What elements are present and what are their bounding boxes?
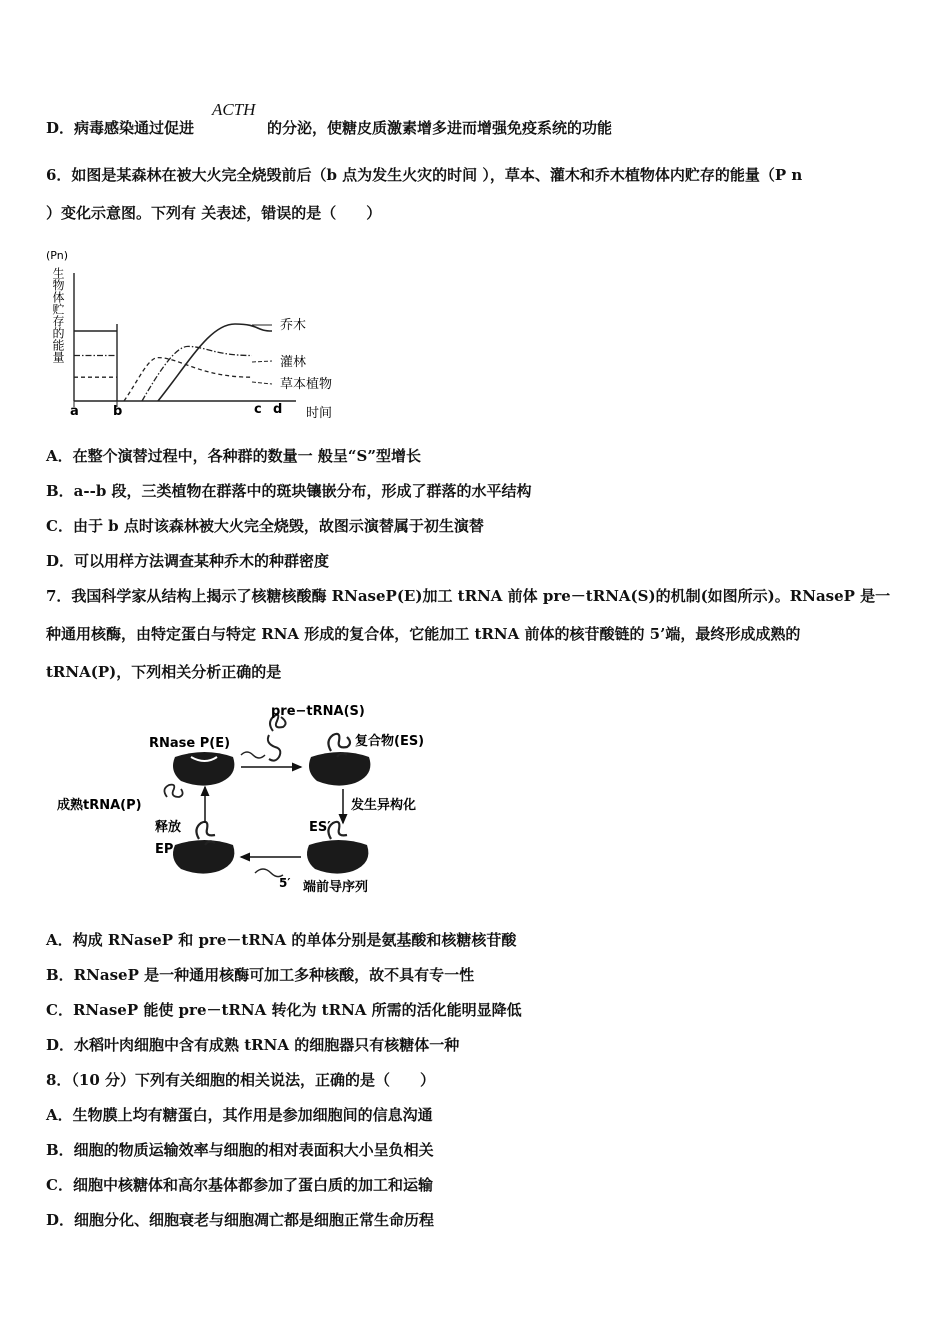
- legend-guanmu: 灌林: [280, 355, 307, 370]
- q8-option-a[interactable]: A．生物膜上均有糖蛋白，其作用是参加细胞间的信息沟通: [46, 1106, 433, 1124]
- y-unit-label: (Pn): [46, 249, 68, 262]
- q7-option-c[interactable]: C．RNaseP 能使 pre－tRNA 转化为 tRNA 所需的活化能明显降低: [46, 1001, 522, 1019]
- q6-option-c[interactable]: C．由于 b 点时该森林被大火完全烧毁，故图示演替属于初生演替: [46, 517, 484, 535]
- complex-es-shape: [309, 752, 370, 786]
- x-tick-a: a: [70, 404, 79, 419]
- q8-option-b[interactable]: B．细胞的物质运输效率与细胞的相对表面积大小呈负相关: [46, 1141, 434, 1159]
- ep-shape: [173, 840, 234, 874]
- x-tick-b: b: [113, 404, 123, 419]
- y-axis-label: 生物体贮存的能量: [51, 267, 65, 363]
- q6-stem-line1: 6．如图是某森林在被大火完全烧毁前后（b 点为发生火灾的时间 ），草本、灌木和乔木植物体内贮存的能量（P n: [46, 166, 803, 184]
- label-mature-trna: 成熟tRNA(P): [57, 798, 142, 813]
- q6-option-a[interactable]: A．在整个演替过程中，各种群的数量一 般呈“S”型增长: [46, 447, 421, 465]
- q6-stem-line2: ）变化示意图。下列有 关表述，错误的是（ ）: [46, 204, 382, 222]
- label-ep: EP: [155, 842, 174, 857]
- q8-stem: 8．（10 分）下列有关细胞的相关说法，正确的是（ ）: [46, 1071, 436, 1089]
- q7-stem-line2: 种通用核酶，由特定蛋白与特定 RNA 形成的复合体，它能加工 tRNA 前体的核苷酸链的 5’端，最终形成成熟的: [46, 625, 801, 643]
- q7-option-b[interactable]: B．RNaseP 是一种通用核酶可加工多种核酸，故不具有专一性: [46, 966, 475, 984]
- label-rnasep: RNase P(E): [149, 736, 231, 751]
- q8-option-d[interactable]: D．细胞分化、细胞衰老与细胞凋亡都是细胞正常生命历程: [46, 1211, 435, 1229]
- mature-trna-shape: [164, 785, 182, 797]
- label-leader-sequence: 端前导序列: [303, 880, 369, 895]
- label-complex-es: 复合物(ES): [355, 734, 425, 749]
- q5-option-d-suffix: 的分泌，使糖皮质激素增多进而增强免疫系统的功能: [267, 119, 613, 137]
- q6-energy-chart: [40, 245, 360, 425]
- x-tick-c: c: [254, 402, 262, 417]
- pre-trna-shape: [268, 715, 286, 761]
- label-isomerization: 发生异构化: [351, 798, 417, 813]
- acth-formula: ACTH: [212, 100, 256, 119]
- x-tick-d: d: [273, 402, 283, 417]
- series-guanmu-line: [74, 346, 252, 401]
- legend-caoben: 草本植物: [280, 377, 333, 392]
- q5-option-d-prefix: D．病毒感染通过促进: [46, 119, 195, 137]
- series-qiaomu-line: [74, 324, 272, 401]
- label-pre-trna: pre−tRNA(S): [271, 704, 365, 719]
- q7-option-a[interactable]: A．构成 RNaseP 和 pre－tRNA 的单体分别是氨基酸和核糖核苷酸: [46, 931, 517, 949]
- label-release: 释放: [155, 820, 182, 835]
- enzyme-e-shape: [173, 752, 234, 786]
- q6-option-b[interactable]: B．a--b 段，三类植物在群落中的斑块镶嵌分布，形成了群落的水平结构: [46, 482, 532, 500]
- legend-qiaomu: 乔木: [280, 318, 307, 333]
- es-prime-shape: [307, 840, 368, 874]
- rnasep-mechanism-diagram: [55, 695, 455, 900]
- q8-option-c[interactable]: C．细胞中核糖体和高尔基体都参加了蛋白质的加工和运输: [46, 1176, 433, 1194]
- q7-option-d[interactable]: D．水稻叶肉细胞中含有成熟 tRNA 的细胞器只有核糖体一种: [46, 1036, 460, 1054]
- label-es-prime: ES′: [309, 820, 331, 835]
- label-5-prime: 5′: [279, 876, 291, 890]
- q7-stem-line3: tRNA(P)，下列相关分析正确的是: [46, 663, 282, 681]
- q7-stem-line1: 7．我国科学家从结构上揭示了核糖核酸酶 RNaseP(E)加工 tRNA 前体 pre－tRNA(S)的机制(如图所示)。RNaseP 是一: [46, 587, 891, 605]
- q6-option-d[interactable]: D．可以用样方法调查某种乔木的种群密度: [46, 552, 330, 570]
- x-axis-label: 时间: [306, 406, 333, 421]
